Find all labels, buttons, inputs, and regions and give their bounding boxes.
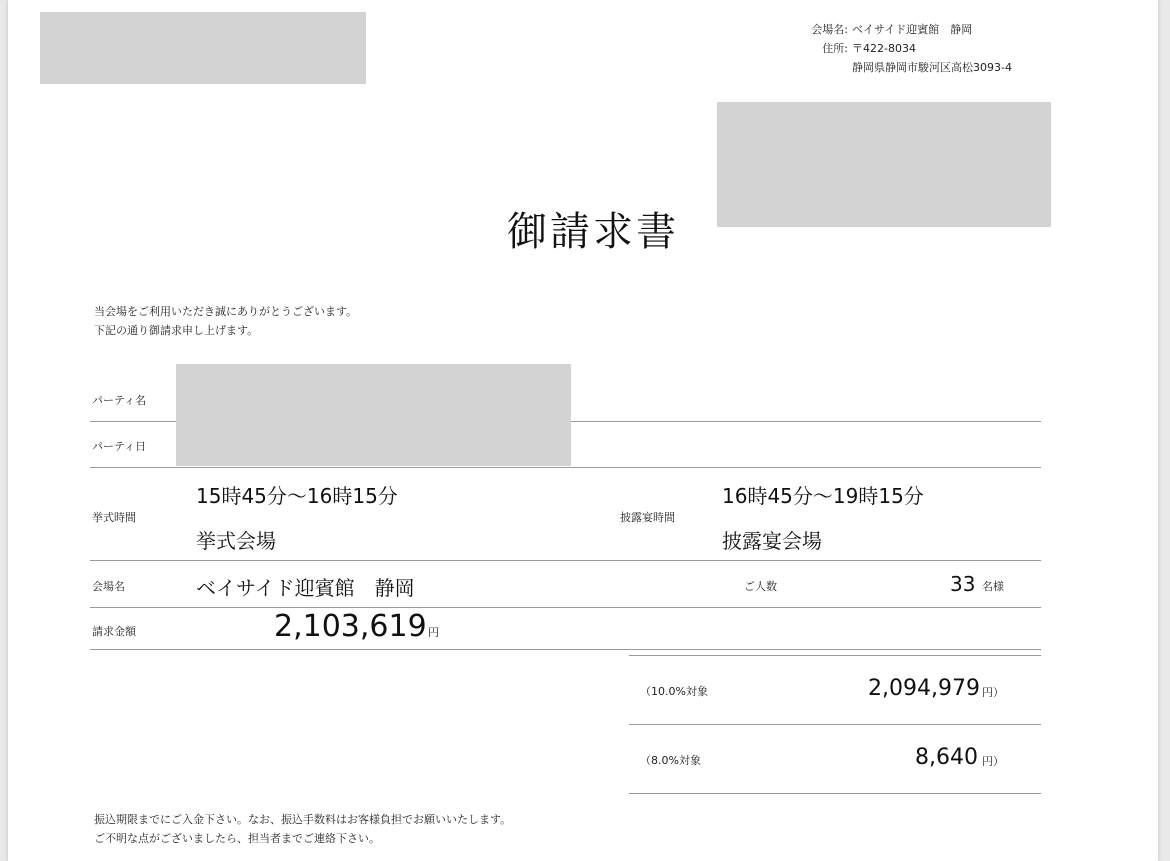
guests-label: ご人数 <box>744 580 777 593</box>
venue-value: ベイサイド迎賓館 静岡 <box>196 576 415 600</box>
amount-label: 請求金額 <box>92 625 136 638</box>
footer-line-1: 振込期限までにご入金下さい。なお、振込手数料はお客様負担でお願いいたします。 <box>94 813 512 826</box>
address-indent <box>778 58 848 77</box>
venue-name: ベイサイド迎賓館 静岡 <box>852 23 973 36</box>
venue-address: 静岡県静岡市駿河区高松3093-4 <box>852 61 1012 74</box>
venue-name-label: 会場名: <box>811 23 848 36</box>
divider <box>90 607 1041 608</box>
tax-10-value: 2,094,979 <box>868 676 980 701</box>
party-name-label: パーティ名 <box>92 394 147 407</box>
venue-postal: 〒422-8034 <box>852 42 916 55</box>
redacted-party-info <box>176 364 571 466</box>
footer-line-2: ご不明な点がございましたら、担当者までご連絡下さい。 <box>94 832 380 845</box>
divider <box>90 467 1041 468</box>
tax-10-label: （10.0%対象 <box>640 685 708 698</box>
tax-8-label: （8.0%対象 <box>640 754 701 767</box>
reception-time-label: 披露宴時間 <box>620 511 675 524</box>
ceremony-time: 15時45分～16時15分 <box>196 484 398 508</box>
amount-unit: 円 <box>428 626 439 639</box>
venue-info <box>778 20 1012 77</box>
venue-label: 会場名 <box>92 580 125 593</box>
reception-time: 16時45分～19時15分 <box>722 484 924 508</box>
divider <box>629 655 1041 656</box>
redacted-recipient-block <box>717 102 1051 227</box>
divider <box>629 793 1041 794</box>
tax-8-unit: 円） <box>982 755 1004 768</box>
amount-value: 2,103,619 <box>274 609 427 644</box>
redacted-logo-block <box>40 12 366 84</box>
venue-address-label: 住所: <box>822 42 848 55</box>
footer-note <box>94 810 511 848</box>
divider <box>90 560 1041 561</box>
reception-place: 披露宴会場 <box>722 529 822 553</box>
divider <box>90 649 1041 650</box>
guests-unit: 名様 <box>982 580 1004 593</box>
tax-8-value: 8,640 <box>915 745 978 770</box>
tax-10-unit: 円） <box>982 686 1004 699</box>
party-date-label: パーティ日 <box>92 440 147 453</box>
invoice-page <box>8 0 1158 861</box>
guests-value: 33 <box>950 572 976 596</box>
greeting <box>94 302 357 340</box>
greeting-line-1: 当会場をご利用いただき誠にありがとうございます。 <box>94 305 358 318</box>
document-title: 御請求書 <box>507 209 679 255</box>
divider <box>629 724 1041 725</box>
ceremony-place: 挙式会場 <box>196 529 276 553</box>
ceremony-time-label: 挙式時間 <box>92 511 136 524</box>
greeting-line-2: 下記の通り御請求申し上げます。 <box>94 324 259 337</box>
